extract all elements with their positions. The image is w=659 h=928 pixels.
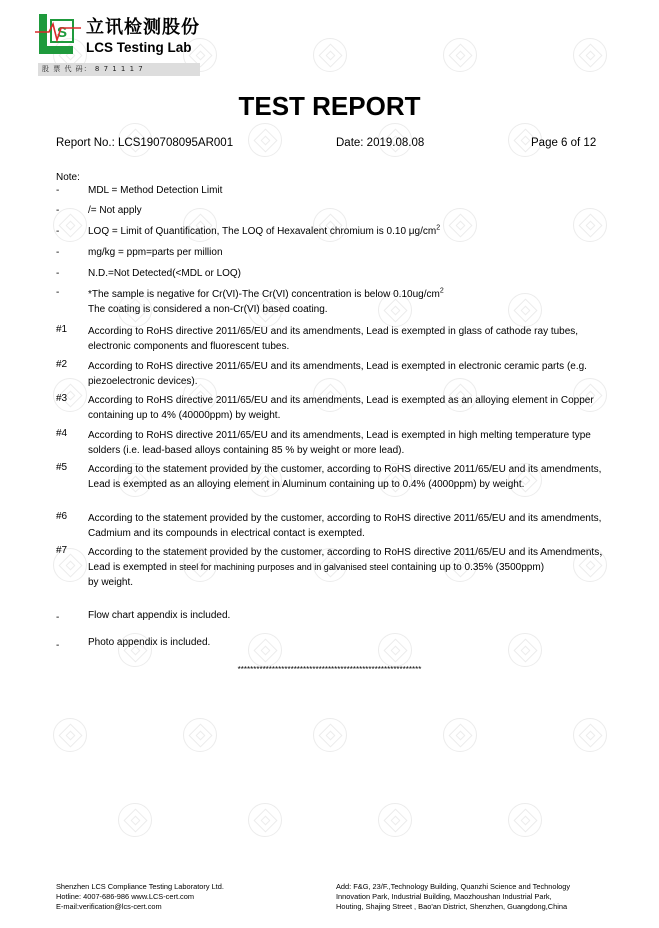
- exemption-marker: #3: [56, 393, 68, 404]
- watermark-logo-icon: [248, 123, 282, 157]
- footer-address-line: Innovation Park, Industrial Building, Maozhoushan Industrial Park,: [336, 892, 552, 901]
- note-text: mg/kg = ppm=parts per million: [88, 247, 223, 258]
- footer-address-line: Add: F&G, 23/F.,Technology Building, Quanzhi Science and Technology: [336, 882, 571, 891]
- note-text: N.D.=Not Detected(<MDL or LOQ): [88, 268, 242, 279]
- watermark-logo-icon: [118, 803, 152, 837]
- stock-code-bar: 股 票 代 码： 8 7 1 1 1 7: [38, 63, 200, 76]
- note-text: /= Not apply: [88, 205, 142, 216]
- bullet-dash: -: [56, 640, 60, 651]
- exemption-marker: #4: [56, 428, 68, 439]
- bullet-dash: -: [56, 247, 60, 258]
- page-number: Page 6 of 12: [531, 137, 597, 149]
- exemption-text: According to RoHS directive 2011/65/EU and its amendments, Lead is exempted as an alloying element in Copper containing up to 4% (40000ppm) by weight.: [88, 395, 594, 421]
- footer-address: [336, 882, 570, 912]
- svg-text:S: S: [56, 24, 68, 41]
- company-name-english: LCS Testing Lab: [86, 40, 192, 55]
- exemption-text: According to RoHS directive 2011/65/EU and its amendments, Lead is exempted in high melting temperature type solders (i.e. lead-based alloys containing 85 % by weight or more lead).: [88, 430, 591, 456]
- bullet-dash: -: [56, 287, 60, 298]
- note-text: Flow chart appendix is included.: [88, 610, 231, 621]
- report-number: Report No.: LCS190708095AR001: [56, 137, 234, 149]
- bullet-dash: -: [56, 205, 60, 216]
- footer-company: Shenzhen LCS Compliance Testing Laboratory Ltd.: [56, 882, 224, 891]
- watermark-logo-icon: [183, 718, 217, 752]
- watermark-logo-icon: [573, 718, 607, 752]
- note-text: *The sample is negative for Cr(VI)-The Cr(VI) concentration is below $0.10ug/cm^2$ The coating is considered a non-Cr(VI) based coating.: [88, 287, 444, 315]
- watermark-logo-icon: [248, 803, 282, 837]
- bullet-dash: -: [56, 226, 60, 237]
- bullet-dash: -: [56, 185, 60, 196]
- watermark-logo-icon: [53, 718, 87, 752]
- company-name-chinese: 立讯检测股份: [86, 17, 200, 38]
- report-date: Date: 2019.08.08: [336, 137, 425, 149]
- watermark-logo-icon: [508, 803, 542, 837]
- note-text: LOQ = Limit of Quantification, The LOQ of Hexavalent chromium is 0.10 $\mu g/cm^2$: [88, 224, 441, 237]
- exemption-text: According to RoHS directive 2011/65/EU and its amendments, Lead is exempted in electronic ceramic parts (e.g. piezoelectronic devices).: [88, 361, 587, 387]
- report-title: TEST REPORT: [238, 91, 421, 121]
- footer-hotline: Hotline: 4007-686-986 www.LCS-cert.com: [56, 892, 195, 901]
- note-text: Photo appendix is included.: [88, 637, 211, 648]
- exemption-marker: #1: [56, 324, 68, 335]
- footer-email: E-mail:verification@lcs-cert.com: [56, 902, 162, 911]
- exemption-marker: #6: [56, 511, 68, 522]
- bullet-dash: -: [56, 612, 60, 623]
- watermark-logo-icon: [378, 803, 412, 837]
- exemption-text: According to RoHS directive 2011/65/EU and its amendments, Lead is exempted in glass of cathode ray tubes, electronic components and fluorescent tubes.: [88, 326, 579, 352]
- exemption-text: According to the statement provided by the customer, according to RoHS directive 2011/65/EU and its amendments, Cadmium and its compounds in electrical contact is exempted.: [88, 513, 602, 539]
- exemption-text: According to the statement provided by the customer, according to RoHS directive 2011/65/EU and its amendments, Lead is exempted as an alloying element in Aluminum containing up to 0.4% (4000ppm) by weight.: [88, 464, 602, 490]
- watermark-logo-icon: [443, 718, 477, 752]
- exemption-marker: #5: [56, 462, 68, 473]
- footer-address-line: Houting, Shajing Street , Bao'an District, Shenzhen, Guangdong,China: [336, 902, 568, 911]
- note-text: MDL = Method Detection Limit: [88, 185, 223, 196]
- exemption-text: According to the statement provided by the customer, according to RoHS directive 2011/65/EU and its Amendments，Lead is exempted in steel for machining purposes and in galvanised steel containing up to 0.35% (3500ppm) by weight.: [88, 547, 610, 588]
- note-label: Note:: [56, 172, 80, 183]
- footer-contact: [56, 882, 224, 912]
- watermark-logo-icon: [313, 38, 347, 72]
- end-of-report-marker: ***********************************************************: [237, 665, 422, 674]
- watermark-logo-icon: [313, 718, 347, 752]
- watermark-logo-icon: [443, 38, 477, 72]
- exemption-marker: #2: [56, 359, 68, 370]
- bullet-dash: -: [56, 268, 60, 279]
- watermark-logo-icon: [573, 38, 607, 72]
- exemption-marker: #7: [56, 545, 68, 556]
- lcs-logo-icon: [35, 12, 81, 58]
